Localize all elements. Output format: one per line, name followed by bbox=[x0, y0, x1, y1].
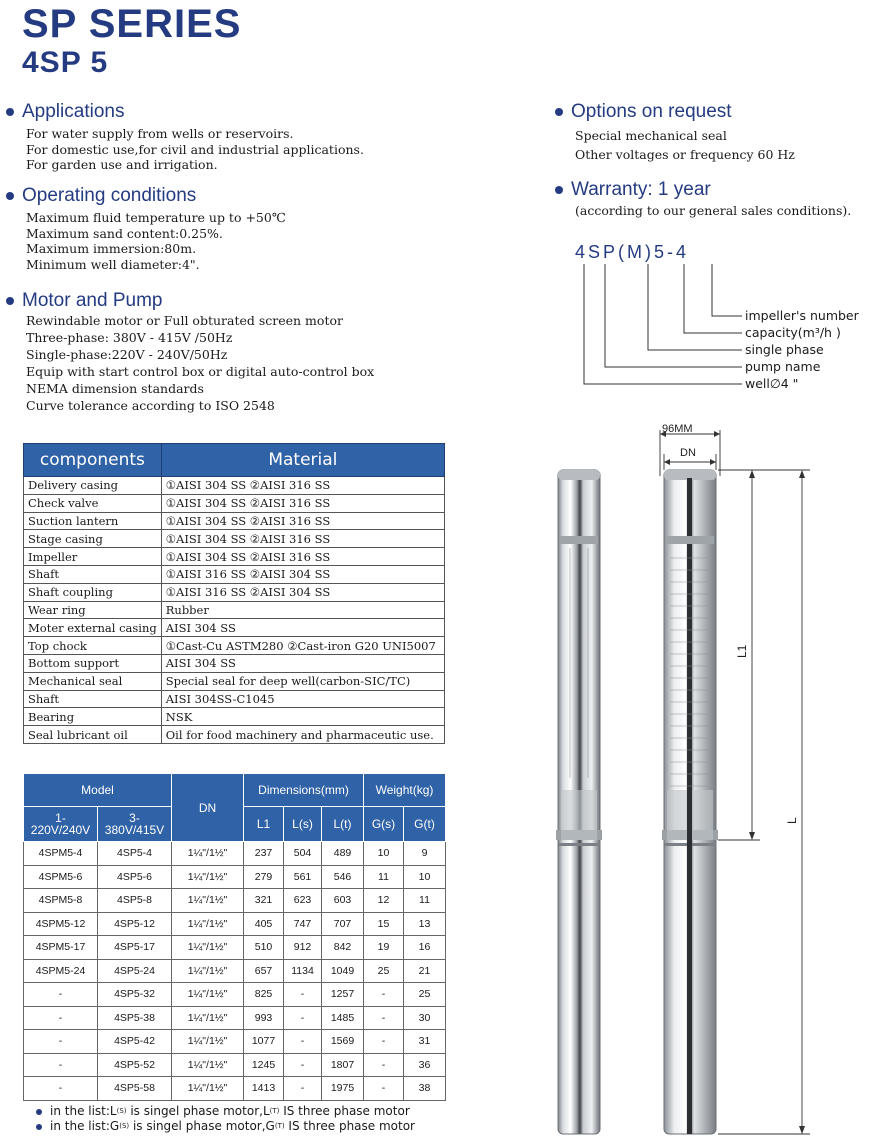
dn-header: DN bbox=[172, 774, 244, 842]
component-cell: Shaft bbox=[24, 565, 162, 583]
models-table bbox=[23, 773, 446, 1101]
table-row bbox=[24, 1077, 446, 1101]
dim-l1-label: L1 bbox=[735, 644, 749, 658]
note-text: IS three phase motor bbox=[279, 1104, 410, 1118]
single-phase-model-cell: 4SPM5-24 bbox=[24, 959, 98, 983]
gs-cell: - bbox=[364, 1053, 404, 1077]
material-row bbox=[24, 477, 445, 495]
note-text: in the list:G bbox=[50, 1119, 120, 1133]
three-phase-model-cell: 4SP5-42 bbox=[98, 1030, 172, 1054]
lt-cell: 842 bbox=[322, 936, 364, 960]
material-cell: Rubber bbox=[161, 601, 444, 619]
l1-cell: 237 bbox=[244, 842, 284, 866]
gt-cell: 31 bbox=[404, 1030, 446, 1054]
components-header: components bbox=[24, 444, 162, 477]
dn-cell: 1¼"/1½" bbox=[172, 959, 244, 983]
l1-cell: 510 bbox=[244, 936, 284, 960]
material-cell: NSK bbox=[161, 708, 444, 726]
material-cell: ①AISI 316 SS ②AISI 304 SS bbox=[161, 565, 444, 583]
l1-cell: 405 bbox=[244, 912, 284, 936]
code-legend-phase: single phase bbox=[745, 342, 824, 357]
motor-line: Equip with start control box or digital auto-control box bbox=[26, 364, 375, 379]
single-phase-model-cell: - bbox=[24, 1030, 98, 1054]
note-sub: (S) bbox=[119, 1122, 130, 1130]
dn-cell: 1¼"/1½" bbox=[172, 936, 244, 960]
gs-cell: 15 bbox=[364, 912, 404, 936]
component-cell: Wear ring bbox=[24, 601, 162, 619]
single-phase-model-cell: - bbox=[24, 1077, 98, 1101]
operating-line: Maximum immersion:80m. bbox=[26, 241, 197, 256]
gs-cell: 12 bbox=[364, 889, 404, 913]
single-phase-model-cell: 4SPM5-4 bbox=[24, 842, 98, 866]
material-row bbox=[24, 530, 445, 548]
operating-line: Minimum well diameter:4". bbox=[26, 256, 200, 272]
gs-cell: - bbox=[364, 1006, 404, 1030]
models-body bbox=[24, 842, 446, 1101]
materials-body bbox=[24, 477, 445, 744]
dn-cell: 1¼"/1½" bbox=[172, 1053, 244, 1077]
operating-section bbox=[6, 185, 286, 272]
warranty-section bbox=[555, 179, 851, 219]
material-cell: AISI 304 SS bbox=[161, 654, 444, 672]
material-cell: ①AISI 304 SS ②AISI 316 SS bbox=[161, 477, 444, 495]
bullet-icon bbox=[555, 108, 563, 116]
applications-heading: Applications bbox=[22, 101, 125, 122]
gt-cell: 9 bbox=[404, 842, 446, 866]
model-code: 4SP(M)5-4 bbox=[575, 242, 690, 262]
ls-cell: - bbox=[284, 1030, 322, 1054]
applications-line: For water supply from wells or reservoirs. bbox=[26, 126, 294, 141]
component-cell: Suction lantern bbox=[24, 512, 162, 530]
motor-line: Curve tolerance according to ISO 2548 bbox=[26, 398, 275, 413]
gt-cell: 16 bbox=[404, 936, 446, 960]
gt-cell: 25 bbox=[404, 983, 446, 1007]
note-text: in the list:L bbox=[50, 1104, 117, 1118]
component-cell: Shaft coupling bbox=[24, 583, 162, 601]
single-phase-model-cell: 4SPM5-12 bbox=[24, 912, 98, 936]
material-cell: ①AISI 304 SS ②AISI 316 SS bbox=[161, 494, 444, 512]
single-phase-model-cell: - bbox=[24, 1053, 98, 1077]
note-text: is singel phase motor,G bbox=[129, 1119, 275, 1133]
bullet-icon bbox=[6, 108, 14, 116]
model-header: Model bbox=[24, 774, 172, 807]
pump-front-view bbox=[556, 470, 602, 1134]
bullet-icon bbox=[6, 297, 14, 305]
single-phase-model-cell: - bbox=[24, 983, 98, 1007]
material-row bbox=[24, 637, 445, 655]
component-cell: Bottom support bbox=[24, 654, 162, 672]
operating-line: Maximum fluid temperature up to +50℃ bbox=[26, 210, 286, 225]
material-header: Material bbox=[161, 444, 444, 477]
dn-cell: 1¼"/1½" bbox=[172, 1006, 244, 1030]
l1-cell: 321 bbox=[244, 889, 284, 913]
note-sub: (T) bbox=[274, 1122, 285, 1130]
dim-dn-label: DN bbox=[680, 447, 696, 459]
bullet-icon bbox=[36, 1109, 42, 1115]
three-phase-model-cell: 4SP5-17 bbox=[98, 936, 172, 960]
table-row bbox=[24, 842, 446, 866]
component-cell: Seal lubricant oil bbox=[24, 726, 162, 744]
table-row bbox=[24, 912, 446, 936]
component-cell: Delivery casing bbox=[24, 477, 162, 495]
material-cell: Special seal for deep well(carbon-SIC/TC) bbox=[161, 672, 444, 690]
bullet-icon bbox=[6, 192, 14, 200]
ls-cell: 912 bbox=[284, 936, 322, 960]
gs-cell: - bbox=[364, 1030, 404, 1054]
weight-header: Weight(kg) bbox=[364, 774, 446, 807]
gt-cell: 30 bbox=[404, 1006, 446, 1030]
options-section bbox=[555, 101, 795, 164]
pump-side-view bbox=[662, 470, 718, 1134]
single-phase-model-cell: 4SPM5-17 bbox=[24, 936, 98, 960]
dim-l-label: L bbox=[785, 817, 799, 824]
code-legend-impeller: impeller's number bbox=[745, 308, 859, 323]
lt-cell: 1569 bbox=[322, 1030, 364, 1054]
pump-drawing bbox=[530, 418, 830, 1140]
table-row bbox=[24, 1053, 446, 1077]
lt-cell: 1485 bbox=[322, 1006, 364, 1030]
gs-header: G(s) bbox=[364, 807, 404, 842]
dn-cell: 1¼"/1½" bbox=[172, 842, 244, 866]
ls-cell: - bbox=[284, 1053, 322, 1077]
note-weight bbox=[36, 1119, 415, 1134]
lt-cell: 489 bbox=[322, 842, 364, 866]
gt-cell: 10 bbox=[404, 865, 446, 889]
dn-cell: 1¼"/1½" bbox=[172, 983, 244, 1007]
component-cell: Mechanical seal bbox=[24, 672, 162, 690]
note-length bbox=[36, 1104, 415, 1119]
applications-line: For domestic use,for civil and industrial applications. bbox=[26, 141, 364, 157]
single-phase-model-cell: 4SPM5-8 bbox=[24, 889, 98, 913]
ls-header: L(s) bbox=[284, 807, 322, 842]
lt-cell: 546 bbox=[322, 865, 364, 889]
material-cell: Oil for food machinery and pharmaceutic use. bbox=[161, 726, 444, 744]
material-row bbox=[24, 690, 445, 708]
l1-cell: 657 bbox=[244, 959, 284, 983]
motor-line: NEMA dimension standards bbox=[26, 381, 204, 396]
note-text: is singel phase motor,L bbox=[126, 1104, 270, 1118]
l1-cell: 825 bbox=[244, 983, 284, 1007]
material-row bbox=[24, 565, 445, 583]
three-phase-model-cell: 4SP5-52 bbox=[98, 1053, 172, 1077]
l1-cell: 1413 bbox=[244, 1077, 284, 1101]
ls-cell: 504 bbox=[284, 842, 322, 866]
material-row bbox=[24, 548, 445, 566]
three-phase-header: 3- 380V/415V bbox=[98, 807, 172, 842]
note-sub: (S) bbox=[116, 1107, 127, 1115]
gt-cell: 38 bbox=[404, 1077, 446, 1101]
material-row bbox=[24, 494, 445, 512]
l1-cell: 1077 bbox=[244, 1030, 284, 1054]
gt-cell: 21 bbox=[404, 959, 446, 983]
lt-cell: 1257 bbox=[322, 983, 364, 1007]
motor-line: Rewindable motor or Full obturated screen motor bbox=[26, 313, 343, 328]
notes bbox=[36, 1104, 415, 1134]
single-phase-model-cell: - bbox=[24, 1006, 98, 1030]
three-phase-model-cell: 4SP5-4 bbox=[98, 842, 172, 866]
options-line: Special mechanical seal bbox=[575, 128, 727, 143]
material-row bbox=[24, 619, 445, 637]
three-phase-model-cell: 4SP5-24 bbox=[98, 959, 172, 983]
component-cell: Impeller bbox=[24, 548, 162, 566]
code-legend-pump-name: pump name bbox=[745, 359, 821, 374]
single-phase-model-cell: 4SPM5-6 bbox=[24, 865, 98, 889]
three-phase-model-cell: 4SP5-6 bbox=[98, 865, 172, 889]
ls-cell: 623 bbox=[284, 889, 322, 913]
component-cell: Moter external casing bbox=[24, 619, 162, 637]
table-row bbox=[24, 1030, 446, 1054]
table-row bbox=[24, 959, 446, 983]
l1-cell: 1245 bbox=[244, 1053, 284, 1077]
dn-cell: 1¼"/1½" bbox=[172, 912, 244, 936]
note-text: IS three phase motor bbox=[284, 1119, 415, 1133]
lt-cell: 707 bbox=[322, 912, 364, 936]
gs-cell: 11 bbox=[364, 865, 404, 889]
ls-cell: 1134 bbox=[284, 959, 322, 983]
gs-cell: - bbox=[364, 983, 404, 1007]
table-row bbox=[24, 865, 446, 889]
dn-cell: 1¼"/1½" bbox=[172, 1077, 244, 1101]
table-row bbox=[24, 983, 446, 1007]
gs-cell: 10 bbox=[364, 842, 404, 866]
materials-table bbox=[23, 443, 445, 744]
warranty-line: (according to our general sales conditions). bbox=[575, 203, 852, 218]
material-cell: ①Cast-Cu ASTM280 ②Cast-iron G20 UNI5007 bbox=[161, 637, 444, 655]
motor-line: Three-phase: 380V - 415V /50Hz bbox=[26, 330, 233, 345]
operating-line: Maximum sand content:0.25%. bbox=[26, 225, 223, 241]
material-row bbox=[24, 654, 445, 672]
ls-cell: - bbox=[284, 983, 322, 1007]
component-cell: Bearing bbox=[24, 708, 162, 726]
material-row bbox=[24, 672, 445, 690]
motor-section bbox=[6, 290, 374, 414]
model-subtitle: 4SP 5 bbox=[22, 46, 109, 79]
material-cell: AISI 304SS-C1045 bbox=[161, 690, 444, 708]
three-phase-model-cell: 4SP5-58 bbox=[98, 1077, 172, 1101]
code-legend-well: well∅4 " bbox=[745, 376, 799, 391]
ls-cell: 561 bbox=[284, 865, 322, 889]
gt-header: G(t) bbox=[404, 807, 446, 842]
ls-cell: - bbox=[284, 1077, 322, 1101]
motor-line: Single-phase:220V - 240V/50Hz bbox=[26, 347, 228, 362]
gt-cell: 13 bbox=[404, 912, 446, 936]
bullet-icon bbox=[555, 186, 563, 194]
table-row bbox=[24, 936, 446, 960]
material-cell: ①AISI 304 SS ②AISI 316 SS bbox=[161, 530, 444, 548]
operating-heading: Operating conditions bbox=[22, 185, 197, 206]
material-row bbox=[24, 708, 445, 726]
three-phase-model-cell: 4SP5-32 bbox=[98, 983, 172, 1007]
l1-cell: 993 bbox=[244, 1006, 284, 1030]
note-sub: (T) bbox=[269, 1107, 280, 1115]
three-phase-model-cell: 4SP5-12 bbox=[98, 912, 172, 936]
single-phase-header: 1- 220V/240V bbox=[24, 807, 98, 842]
gs-cell: 19 bbox=[364, 936, 404, 960]
l1-header: L1 bbox=[244, 807, 284, 842]
material-cell: AISI 304 SS bbox=[161, 619, 444, 637]
component-cell: Shaft bbox=[24, 690, 162, 708]
model-code-leader-lines bbox=[570, 262, 750, 392]
material-row bbox=[24, 601, 445, 619]
lt-cell: 603 bbox=[322, 889, 364, 913]
warranty-heading: Warranty: 1 year bbox=[571, 179, 711, 200]
material-cell: ①AISI 304 SS ②AISI 316 SS bbox=[161, 548, 444, 566]
table-row bbox=[24, 889, 446, 913]
options-heading: Options on request bbox=[571, 101, 732, 122]
ls-cell: - bbox=[284, 1006, 322, 1030]
dim-96mm-label: 96MM bbox=[662, 423, 693, 435]
material-cell: ①AISI 316 SS ②AISI 304 SS bbox=[161, 583, 444, 601]
dn-cell: 1¼"/1½" bbox=[172, 1030, 244, 1054]
table-row bbox=[24, 1006, 446, 1030]
gs-cell: - bbox=[364, 1077, 404, 1101]
component-cell: Check valve bbox=[24, 494, 162, 512]
dn-cell: 1¼"/1½" bbox=[172, 889, 244, 913]
component-cell: Top chock bbox=[24, 637, 162, 655]
lt-header: L(t) bbox=[322, 807, 364, 842]
material-cell: ①AISI 304 SS ②AISI 316 SS bbox=[161, 512, 444, 530]
ls-cell: 747 bbox=[284, 912, 322, 936]
gt-cell: 11 bbox=[404, 889, 446, 913]
material-row bbox=[24, 726, 445, 744]
gs-cell: 25 bbox=[364, 959, 404, 983]
material-row bbox=[24, 583, 445, 601]
l1-cell: 279 bbox=[244, 865, 284, 889]
component-cell: Stage casing bbox=[24, 530, 162, 548]
three-phase-model-cell: 4SP5-38 bbox=[98, 1006, 172, 1030]
page-title: SP SERIES bbox=[22, 2, 242, 46]
dn-cell: 1¼"/1½" bbox=[172, 865, 244, 889]
code-legend-capacity: capacity(m³/h ) bbox=[745, 325, 841, 340]
bullet-icon bbox=[36, 1124, 42, 1130]
options-line: Other voltages or frequency 60 Hz bbox=[575, 147, 795, 162]
material-row bbox=[24, 512, 445, 530]
gt-cell: 36 bbox=[404, 1053, 446, 1077]
applications-section bbox=[6, 101, 364, 173]
dimensions-header: Dimensions(mm) bbox=[244, 774, 364, 807]
three-phase-model-cell: 4SP5-8 bbox=[98, 889, 172, 913]
applications-line: For garden use and irrigation. bbox=[26, 157, 218, 172]
lt-cell: 1049 bbox=[322, 959, 364, 983]
lt-cell: 1975 bbox=[322, 1077, 364, 1101]
motor-heading: Motor and Pump bbox=[22, 290, 163, 311]
lt-cell: 1807 bbox=[322, 1053, 364, 1077]
